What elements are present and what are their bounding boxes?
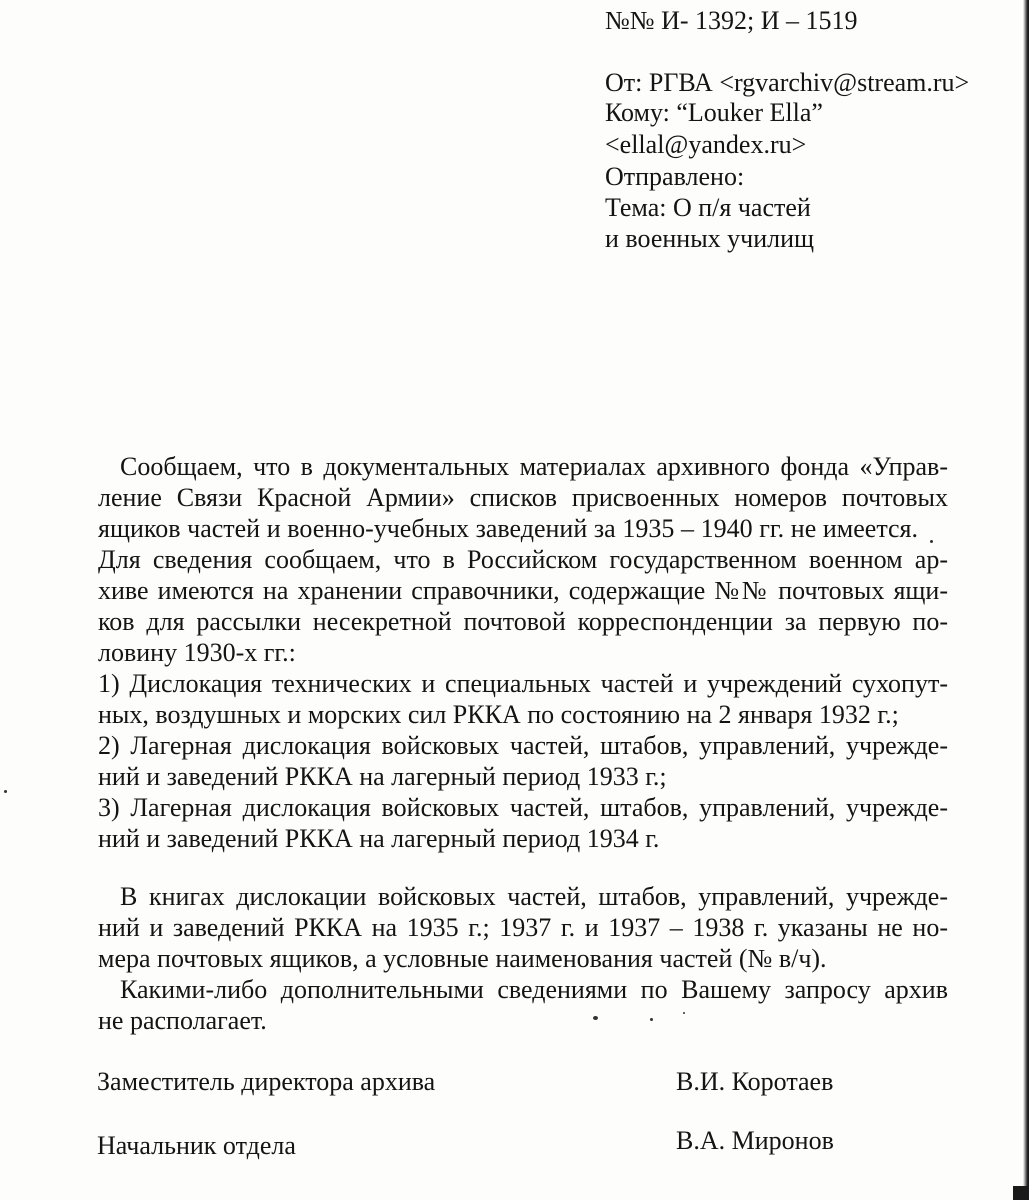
list-item-line: ных, воздушных и морских сил РККА по состоянию на 2 января 1932 г.; xyxy=(98,700,899,729)
scan-speck xyxy=(4,790,7,793)
from-line: От: РГВА <rgvarchiv@stream.ru> xyxy=(605,68,970,97)
body-line: ков для рассылки несекретной почтовой корреспонденции за первую по- xyxy=(98,607,948,636)
scan-speck xyxy=(650,1018,653,1021)
body-line: не располагает. xyxy=(98,1006,267,1035)
body-line: Какими-либо дополнительными сведениями по Вашему запросу архив xyxy=(120,975,948,1004)
body-line: ний и заведений РККА на 1935 г.; 1937 г. и 1937 – 1938 г. указаны не но- xyxy=(98,913,948,942)
body-line: ящиков частей и военно-учебных заведений за 1935 – 1940 гг. не имеется. xyxy=(98,514,918,543)
subject-line-2: и военных училищ xyxy=(605,224,815,253)
body-line: В книгах дислокации войсковых частей, штабов, управлений, учрежде- xyxy=(120,882,948,911)
subject-line-1: Тема: О п/я частей xyxy=(605,193,811,222)
signatory-title: Заместитель директора архива xyxy=(97,1067,436,1096)
list-item-line: ний и заведений РККА на лагерный период 1934 г. xyxy=(98,824,660,853)
body-line: мера почтовых ящиков, а условные наименования частей (№ в/ч). xyxy=(98,944,827,973)
signatory-title: Начальник отдела xyxy=(97,1131,296,1160)
scan-speck xyxy=(683,1012,685,1014)
body-line: Для сведения сообщаем, что в Российском государственном военном ар- xyxy=(98,545,948,574)
reference-numbers: №№ И- 1392; И – 1519 xyxy=(605,6,858,35)
scan-speck xyxy=(930,540,933,543)
scan-right-edge xyxy=(1023,0,1029,1200)
list-item-line: 2) Лагерная дислокация войсковых частей, штабов, управлений, учрежде- xyxy=(98,731,948,760)
scan-corner xyxy=(1013,1186,1029,1200)
signatory-name: В.И. Коротаев xyxy=(676,1067,834,1096)
to-line: Кому: “Louker Ella” xyxy=(605,98,823,127)
body-line: Сообщаем, что в документальных материалах архивного фонда «Управ- xyxy=(120,452,948,481)
body-line: ловину 1930-х гг.: xyxy=(98,638,296,667)
scan-speck xyxy=(593,1016,598,1020)
list-item-line: 1) Дислокация технических и специальных частей и учреждений сухопут- xyxy=(98,669,948,698)
body-line: ление Связи Красной Армии» списков присвоенных номеров почтовых xyxy=(98,483,948,512)
body-line: хиве имеются на хранении справочники, содержащие №№ почтовых ящи- xyxy=(98,576,948,605)
to-email-line: <ellal@yandex.ru> xyxy=(605,130,807,159)
sent-line: Отправлено: xyxy=(605,162,745,191)
list-item-line: ний и заведений РККА на лагерный период 1933 г.; xyxy=(98,762,667,791)
list-item-line: 3) Лагерная дислокация войсковых частей, штабов, управлений, учрежде- xyxy=(98,793,948,822)
signatory-name: В.А. Миронов xyxy=(676,1126,834,1155)
